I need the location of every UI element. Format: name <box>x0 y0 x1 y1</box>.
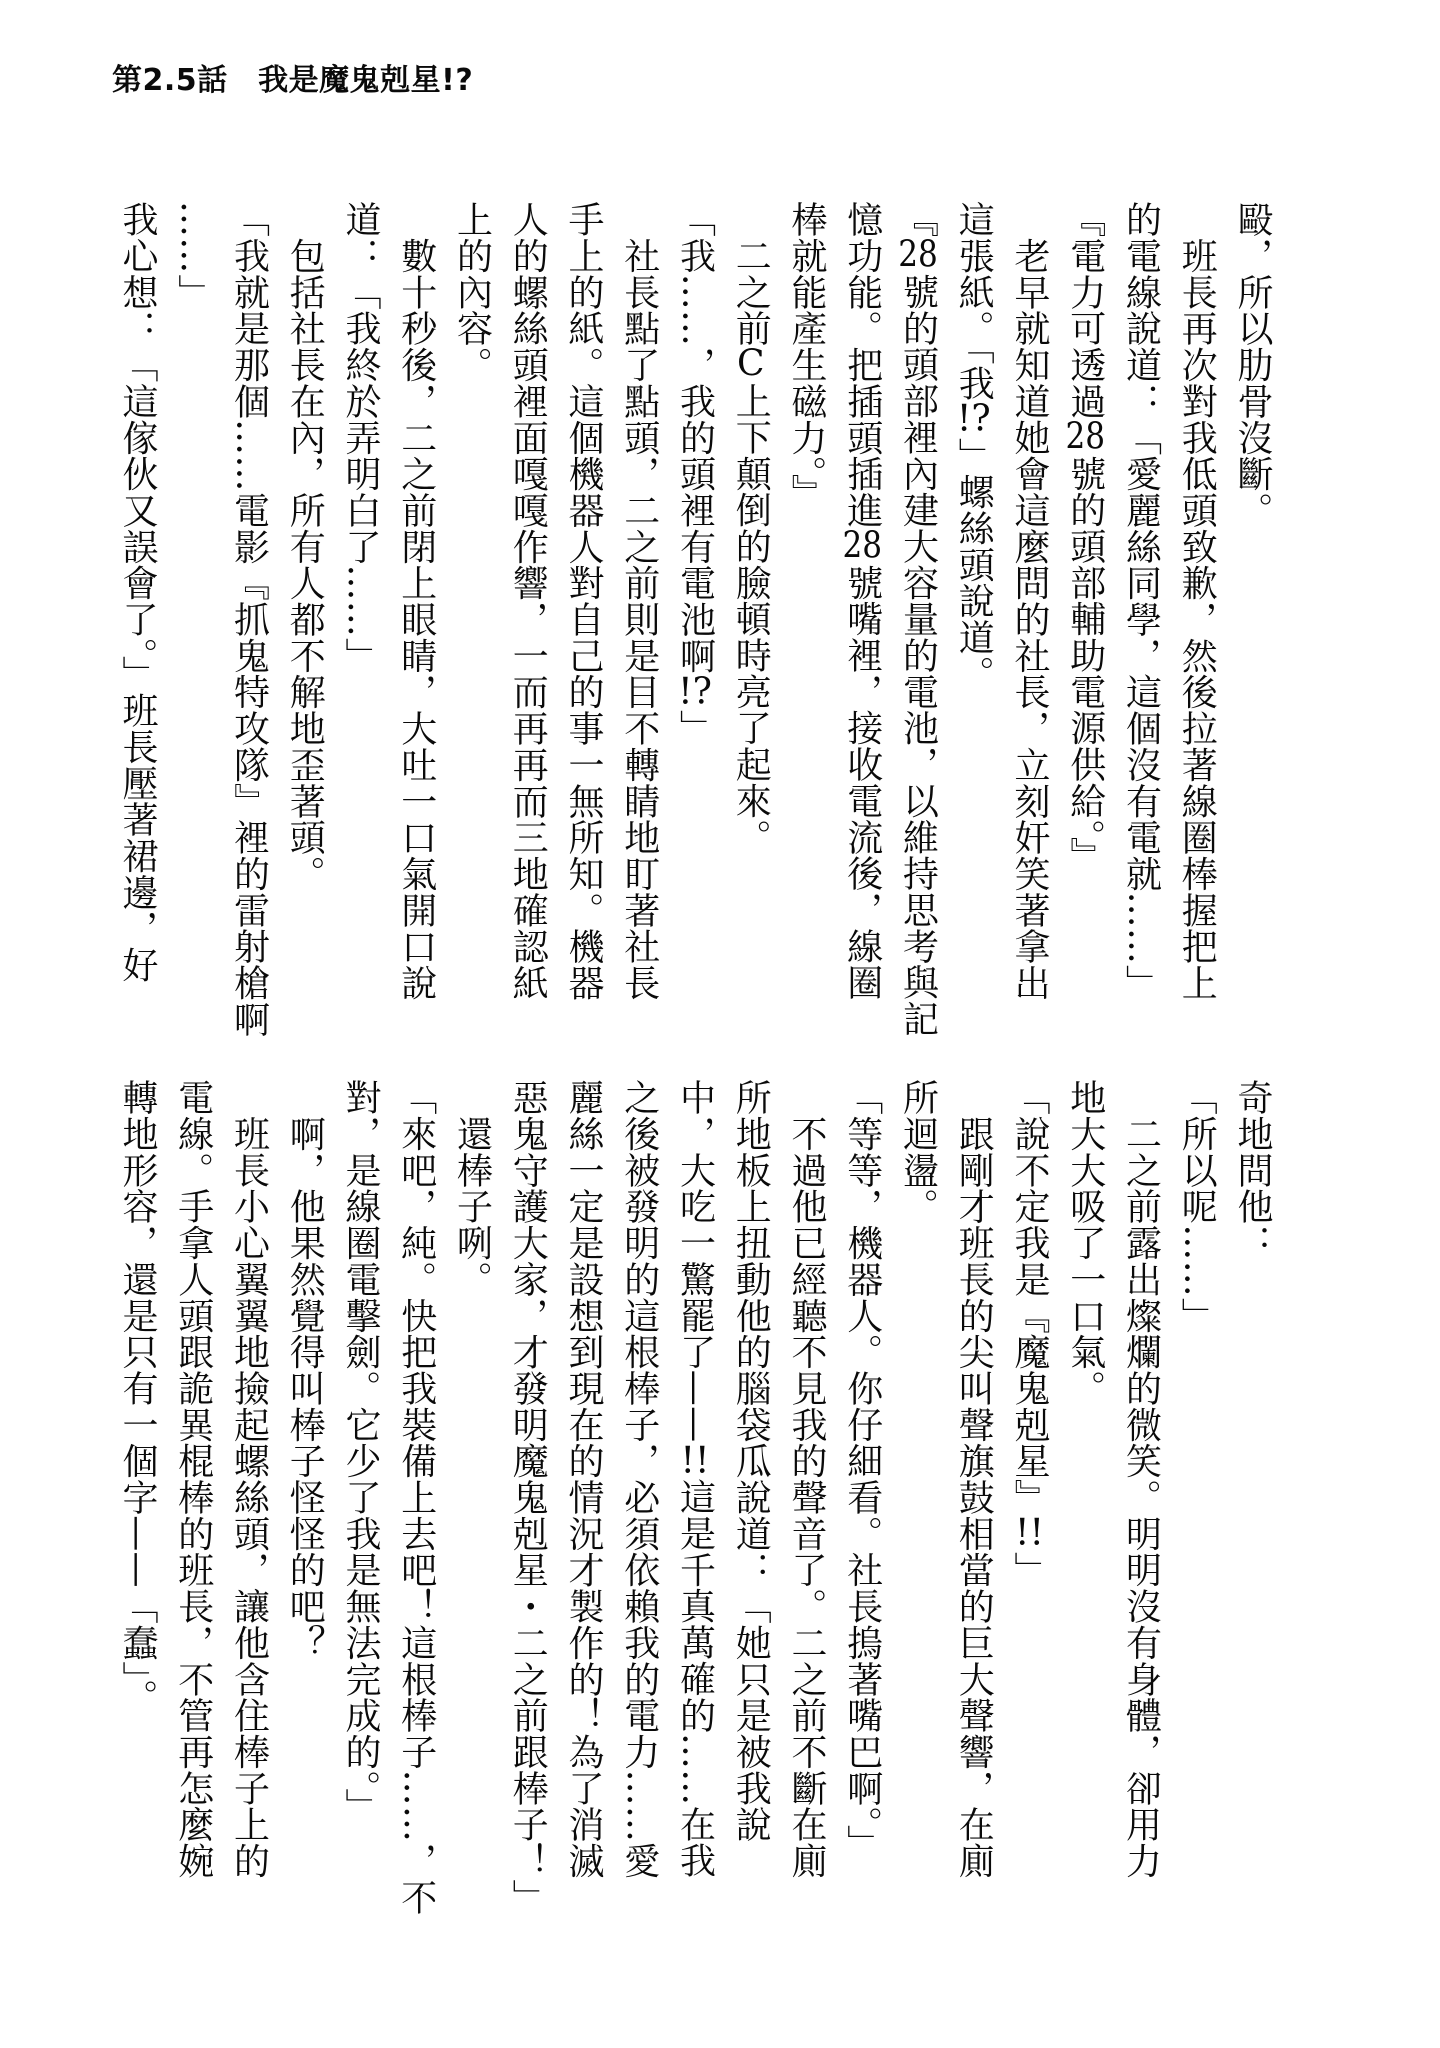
text-column: ……」 <box>172 201 214 311</box>
text-column: 毆，所以肋骨沒斷。 <box>1232 201 1273 529</box>
text-column: 啊，他果然覺得叫棒子怪怪的吧？ <box>284 1079 326 1661</box>
chapter-title: 第2.5話 我是魔鬼剋星!? <box>112 63 474 98</box>
text-column: 對，是線圈電擊劍。它少了我是無法完成的。」 <box>340 1079 381 1825</box>
text-column: 「所以呢……」 <box>1176 1079 1218 1334</box>
text-column: 轉地形容，還是只有一個字——「蠢」。 <box>117 1079 158 1716</box>
text-column: 跟剛才班長的尖叫聲旗鼓相當的巨大聲響，在廁 <box>953 1079 995 1879</box>
text-column: 班長再次對我低頭致歉，然後拉著線圈棒握把上 <box>1176 201 1218 1001</box>
upright-run: 28 <box>1065 419 1106 456</box>
text-column: 『電力可透過28號的頭部輔助電源供給。』 <box>1064 201 1106 874</box>
text-column: 社長點了點頭，二之前則是目不轉睛地盯著社長 <box>618 201 660 1001</box>
upright-run: 28 <box>842 528 883 565</box>
text-column: 這張紙。「我!?」螺絲頭說道。 <box>953 201 995 692</box>
upright-run: C <box>736 346 765 383</box>
upright-run: !? <box>678 673 712 710</box>
text-column: 地大大吸了一口氣。 <box>1064 1079 1106 1407</box>
text-column: 所地板上扭動他的腦袋瓜說道：「她只是被我說 <box>730 1079 772 1843</box>
text-column: 所迴盪。 <box>897 1079 939 1225</box>
text-column: 「等等，機器人。你仔細看。社長摀著嘴巴啊。」 <box>841 1079 883 1861</box>
text-column: 人的螺絲頭裡面嘎嘎作響，一而再再而三地確認紙 <box>507 201 549 1001</box>
top-text-block <box>109 201 1280 1038</box>
upright-run: !! <box>1015 1515 1044 1552</box>
text-column: 我心想：「這傢伙又誤會了。」班長壓著裙邊，好 <box>117 201 158 983</box>
text-column: 之後被發明的這根棒子，必須依賴我的電力……愛 <box>618 1079 660 1879</box>
bottom-text-block <box>109 1079 1280 1916</box>
text-column: 麗絲一定是設想到現在的情況才製作的！為了消滅 <box>563 1079 604 1879</box>
text-column: 上的內容。 <box>451 201 493 383</box>
text-column: 還棒子咧。 <box>451 1079 493 1298</box>
text-column: 的電線說道：「愛麗絲同學，這個沒有電就……」 <box>1120 201 1162 1001</box>
text-column: 包括社長在內，所有人都不解地歪著頭。 <box>284 201 326 892</box>
text-column: 「我……，我的頭裡有電池啊!?」 <box>674 201 716 746</box>
text-column: 中，大吃一驚罷了——!!這是千真萬確的……在我 <box>674 1079 716 1879</box>
text-column: 棒就能產生磁力。』 <box>786 201 827 511</box>
text-column: 「來吧，純。快把我裝備上去吧！這根棒子……，不 <box>395 1079 437 1916</box>
text-column: 「我就是那個……電影『抓鬼特攻隊』裡的雷射槍啊 <box>228 201 270 1038</box>
text-column: 道：「我終於弄明白了……」 <box>340 201 381 674</box>
text-column: 憶功能。把插頭插進28號嘴裡，接收電流後，線圈 <box>841 201 883 1001</box>
text-column: 「說不定我是『魔鬼剋星』!!」 <box>1009 1079 1050 1588</box>
text-column: 班長小心翼翼地撿起螺絲頭，讓他含住棒子上的 <box>228 1079 270 1879</box>
upright-run: !! <box>680 1442 710 1479</box>
text-column: 惡鬼守護大家，才發明魔鬼剋星・二之前跟棒子！」 <box>507 1079 549 1916</box>
text-column: 手上的紙。這個機器人對自己的事一無所知。機器 <box>563 201 604 1001</box>
text-column: 二之前露出燦爛的微笑。明明沒有身體，卻用力 <box>1120 1079 1162 1879</box>
upright-run: 28 <box>898 237 938 274</box>
text-column: 不過他已經聽不見我的聲音了。二之前不斷在廁 <box>786 1079 827 1879</box>
text-column: 二之前C上下顛倒的臉頓時亮了起來。 <box>730 201 772 855</box>
text-column: 老早就知道她會這麼問的社長，立刻奸笑著拿出 <box>1009 201 1050 1001</box>
text-column: 電線。手拿人頭跟詭異棍棒的班長，不管再怎麼婉 <box>172 1079 214 1879</box>
text-column: 數十秒後，二之前閉上眼睛，大吐一口氣開口說 <box>395 201 437 1001</box>
text-column: 『28號的頭部裡內建大容量的電池，以維持思考與記 <box>897 201 939 1037</box>
upright-run: !? <box>956 401 991 438</box>
text-column: 奇地問他： <box>1232 1079 1273 1261</box>
